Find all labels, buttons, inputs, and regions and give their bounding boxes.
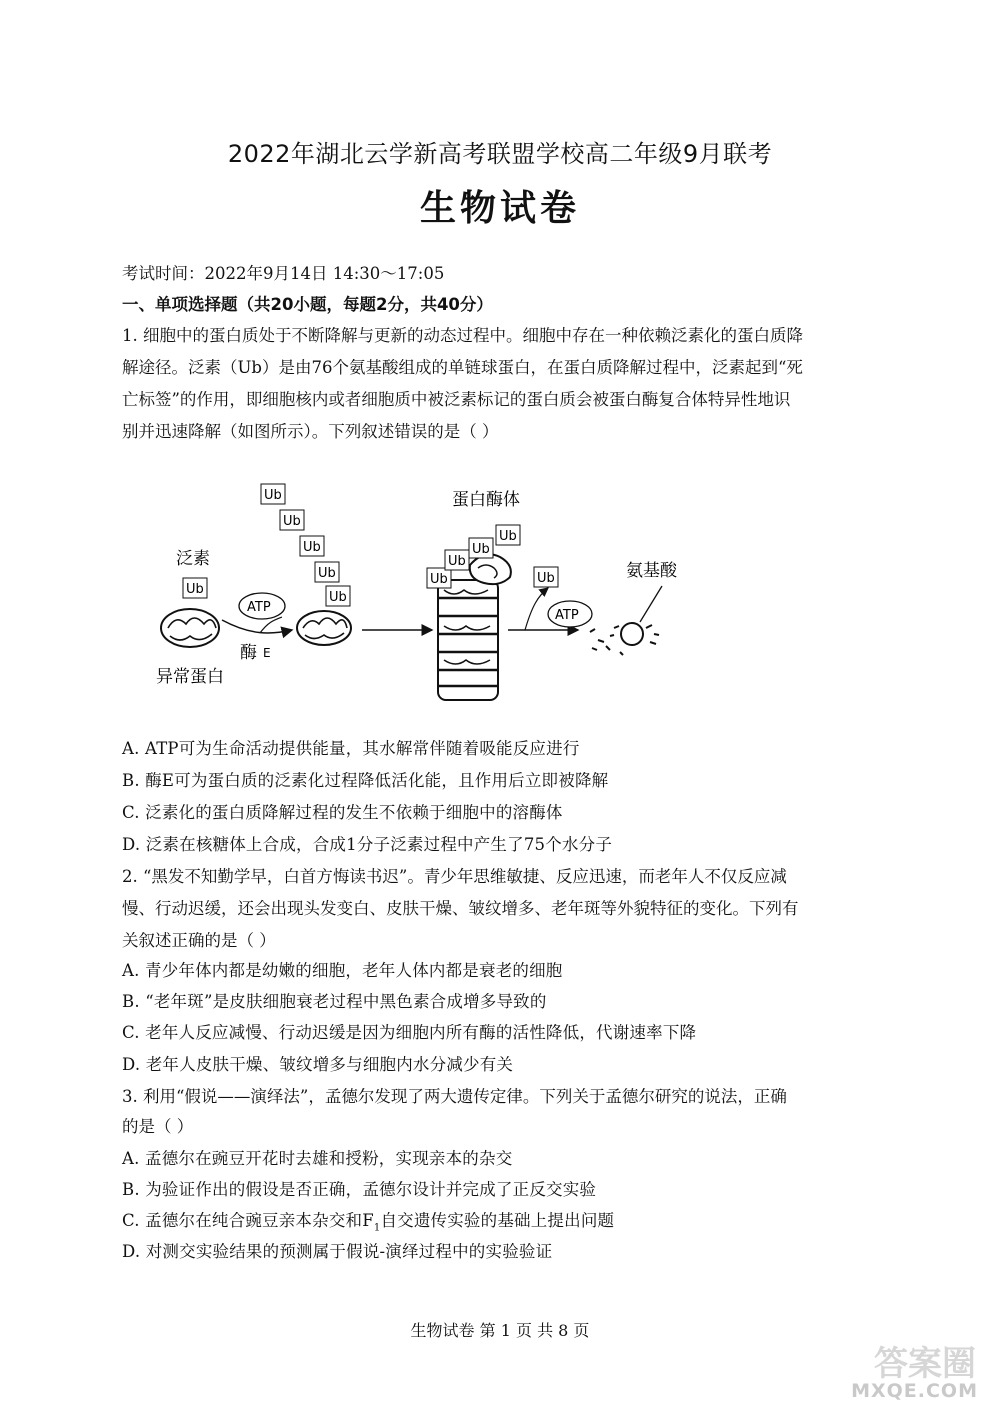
question-1-option-d: D. 泛素在核糖体上合成，合成1分子泛素过程中产生了75个水分子	[122, 835, 613, 854]
option-c-text: C. 孟德尔在纯合豌豆亲本杂交和F	[122, 1211, 374, 1230]
proteasome-label: 蛋白酶体	[452, 490, 520, 510]
question-1-line: 别并迅速降解（如图所示）。下列叙述错误的是（ ）	[122, 422, 499, 441]
enzyme-letter: E	[263, 646, 271, 660]
page-title: 2022年湖北云学新高考联盟学校高二年级9月联考	[227, 140, 773, 168]
ub-tag	[445, 550, 469, 570]
question-1-option-a: A. ATP可为生命活动提供能量，其水解常伴随着吸能反应进行	[122, 739, 580, 758]
enzyme-label: 酶	[240, 643, 257, 663]
question-2-line: 关叙述正确的是（ ）	[122, 931, 276, 950]
question-1-option-c: C. 泛素化的蛋白质降解过程的发生不依赖于细胞中的溶酶体	[122, 803, 563, 822]
section-heading: 一、单项选择题（共20小题，每题2分，共40分）	[122, 295, 493, 314]
ub-tag	[534, 567, 558, 587]
ub-label: Ub	[283, 514, 301, 529]
f1-subscript: 1	[373, 1222, 381, 1234]
amino-acid-label: 氨基酸	[626, 561, 677, 581]
question-2-line: 慢、行动迟缓，还会出现头发变白、皮肤干燥、皱纹增多、老年斑等外貌特征的变化。下列有	[122, 899, 799, 918]
svg-text:ATP: ATP	[555, 608, 579, 623]
ub-label: Ub	[303, 540, 321, 555]
question-1-option-b: B. 酶E可为蛋白质的泛素化过程降低活化能，且作用后立即被降解	[122, 771, 609, 790]
question-3-option-a: A. 孟德尔在豌豆开花时去雄和授粉，实现亲本的杂交	[122, 1149, 513, 1168]
question-2-option-b: B. “老年斑”是皮肤细胞衰老过程中黑色素合成增多导致的	[122, 992, 547, 1011]
ub-label: Ub	[186, 582, 204, 597]
ub-tag	[315, 562, 339, 582]
ub-label: Ub	[329, 590, 347, 605]
amino-acid-fragments	[590, 623, 659, 655]
ub-label: Ub	[318, 566, 336, 581]
tagged-protein-shape	[297, 611, 351, 645]
ub-tag	[280, 510, 304, 530]
ub-tag	[427, 568, 451, 588]
svg-text:ATP: ATP	[247, 600, 271, 615]
exam-time: 考试时间：2022年9月14日 14:30～17:05	[122, 264, 445, 283]
question-2-line: 2. “黑发不知勤学早，白首方悔读书迟”。青少年思维敏捷、反应迅速，而老年人不仅反应减	[122, 867, 787, 886]
option-c-text-rest: 自交遗传实验的基础上提出问题	[380, 1211, 615, 1230]
ub-label: Ub	[537, 571, 555, 586]
question-2-option-d: D. 老年人皮肤干燥、皱纹增多与细胞内水分减少有关	[122, 1055, 514, 1074]
question-3-line: 的是（ ）	[122, 1117, 194, 1136]
ubiquitin-label: 泛素	[176, 549, 210, 569]
question-1-line: 亡标签”的作用，即细胞核内或者细胞质中被泛素标记的蛋白质会被蛋白酶复合体特异性地识	[122, 390, 791, 409]
ub-tag	[326, 586, 350, 606]
ub-label: Ub	[264, 488, 282, 503]
question-3-option-b: B. 为验证作出的假设是否正确，孟德尔设计并完成了正反交实验	[122, 1180, 597, 1199]
question-3-option-d: D. 对测交实验结果的预测属于假说-演绎过程中的实验验证	[122, 1242, 553, 1261]
watermark	[828, 1336, 978, 1406]
question-3-option-c	[122, 1210, 862, 1239]
question-2-option-a: A. 青少年体内都是幼嫩的细胞，老年人体内都是衰老的细胞	[122, 961, 563, 980]
abnormal-protein-label: 异常蛋白	[156, 667, 224, 687]
ub-label: Ub	[499, 529, 517, 544]
question-2-option-c: C. 老年人反应减慢、行动迟缓是因为细胞内所有酶的活性降低，代谢速率下降	[122, 1023, 697, 1042]
ubiquitin-degradation-diagram	[140, 470, 700, 720]
ub-tag	[300, 536, 324, 556]
ub-tag	[469, 538, 493, 558]
ub-tag	[261, 484, 285, 504]
subject-title: 生物试卷	[419, 188, 580, 229]
question-1-line: 解途径。泛素（Ub）是由76个氨基酸组成的单链球蛋白，在蛋白质降解过程中，泛素起到“死	[122, 358, 803, 377]
question-1-line: 1. 细胞中的蛋白质处于不断降解与更新的动态过程中。细胞中存在一种依赖泛素化的蛋白质降	[122, 326, 803, 345]
ub-tag	[496, 525, 520, 545]
ub-label: Ub	[430, 572, 448, 587]
ub-label: Ub	[448, 554, 466, 569]
atp-oval	[548, 601, 592, 627]
ub-label: Ub	[472, 542, 490, 557]
atp-oval	[239, 593, 285, 619]
question-3-line: 3. 利用“假说——演绎法”，孟德尔发现了两大遗传定律。下列关于孟德尔研究的说法，正确	[122, 1087, 787, 1106]
ub-tag	[183, 578, 207, 598]
watermark-site: MXQE.COM	[851, 1380, 978, 1402]
page-footer: 生物试卷 第 1 页 共 8 页	[410, 1321, 590, 1340]
abnormal-protein-shape	[161, 609, 219, 647]
watermark-logo: 答案圈	[874, 1344, 976, 1384]
